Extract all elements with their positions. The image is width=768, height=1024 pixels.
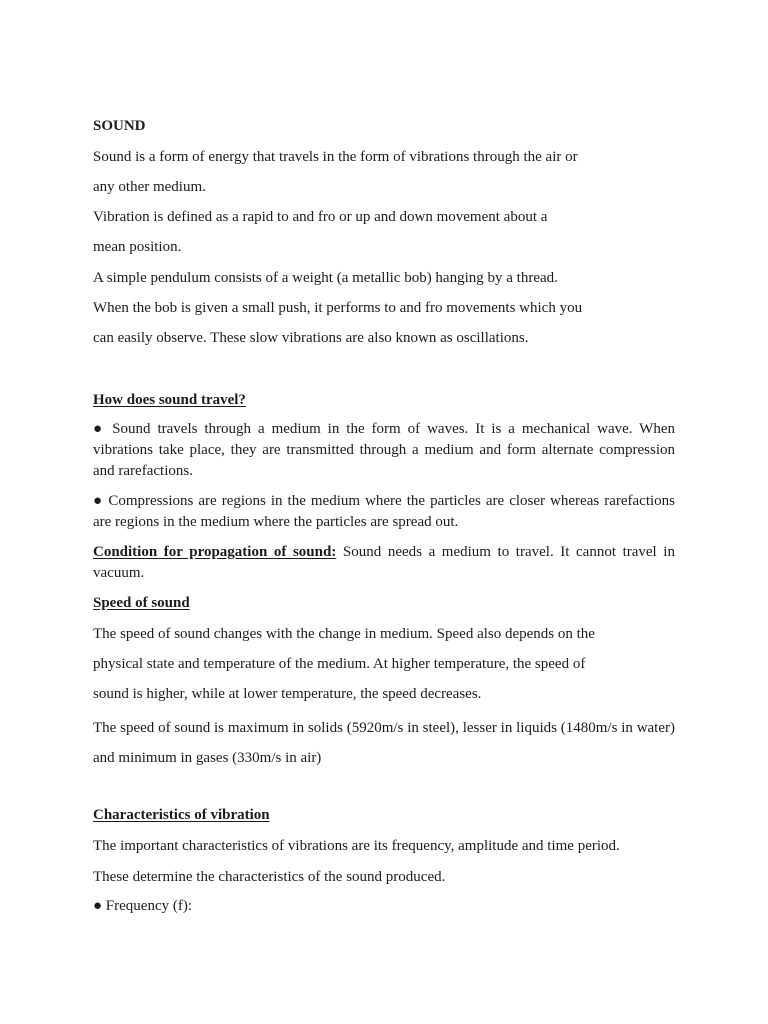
intro-line-4: mean position. [93, 239, 182, 255]
intro-line-2: any other medium. [93, 179, 206, 195]
intro-line-1: Sound is a form of energy that travels in the form of vibrations through the air or [93, 149, 578, 165]
speed-line-3: sound is higher, while at lower temperature, the speed decreases. [93, 686, 482, 702]
intro-line-3: Vibration is defined as a rapid to and fro or up and down movement about a [93, 209, 548, 225]
condition-text: Sound needs a medium to travel. It cannot travel in vacuum. [93, 544, 675, 581]
condition-paragraph [93, 542, 675, 584]
section-heading-characteristics: Characteristics of vibration [93, 807, 270, 823]
page-title: SOUND [93, 118, 146, 134]
section-heading-speed: Speed of sound [93, 595, 190, 611]
characteristics-line-1: The important characteristics of vibrations are its frequency, amplitude and time period. [93, 838, 620, 854]
condition-heading: Condition for propagation of sound: [93, 544, 337, 560]
travel-bullet-1: ● Sound travels through a medium in the form of waves. It is a mechanical wave. When vibrations take place, they are transmitted through a medium and form alternate compression and rarefactions. [93, 421, 675, 479]
speed-paragraph-2: The speed of sound is maximum in solids (5920m/s in steel), lesser in liquids (1480m/s in water) and minimum in gases (330m/s in air) [93, 720, 675, 766]
intro-line-7: can easily observe. These slow vibrations are also known as oscillations. [93, 330, 529, 346]
characteristics-line-2: These determine the characteristics of the sound produced. [93, 869, 446, 885]
intro-line-5: A simple pendulum consists of a weight (a metallic bob) hanging by a thread. [93, 270, 558, 286]
travel-bullet-2: ● Compressions are regions in the medium where the particles are closer whereas rarefactions are regions in the medium where the particles are spread out. [93, 493, 675, 530]
speed-line-2: physical state and temperature of the medium. At higher temperature, the speed of [93, 656, 586, 672]
characteristics-bullet-frequency: ● Frequency (f): [93, 898, 193, 914]
speed-line-1: The speed of sound changes with the change in medium. Speed also depends on the [93, 626, 595, 642]
intro-line-6: When the bob is given a small push, it performs to and fro movements which you [93, 300, 583, 316]
section-heading-travel: How does sound travel? [93, 392, 246, 408]
